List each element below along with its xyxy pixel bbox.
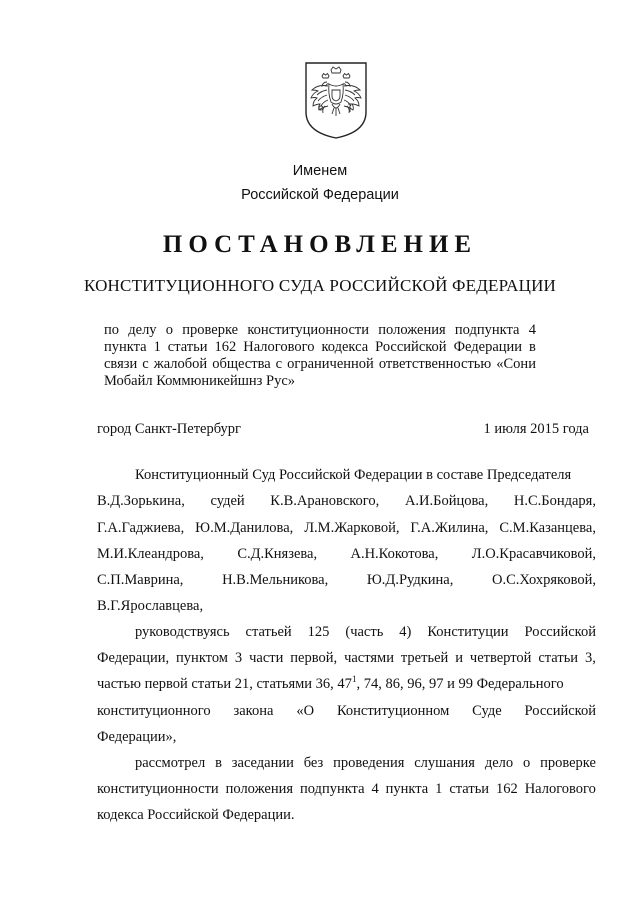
word: А.Н.Кокотова,: [350, 546, 439, 562]
word: четвертой: [469, 650, 532, 666]
word: М.И.Клеандрова,: [97, 546, 204, 562]
paragraph-line: [135, 755, 596, 772]
header-line-1: Именем: [292, 163, 348, 179]
word: Л.М.Жарковой,: [304, 520, 400, 536]
header-line-2: Российской Федерации: [241, 187, 399, 203]
text-fragment: , 74, 86, 96, 97 и 99 Федерального: [356, 676, 564, 692]
paragraph-line: [97, 520, 596, 537]
word: Н.В.Мельникова,: [222, 572, 329, 588]
word: Г.А.Жилина,: [410, 520, 489, 536]
word: Федерации: [453, 339, 523, 355]
word: о: [522, 755, 531, 771]
word: Российской: [524, 624, 596, 640]
paragraph-line: Федерации»,: [97, 729, 177, 745]
word: закона: [233, 703, 274, 719]
word: общества: [212, 356, 271, 372]
word: конституционного: [97, 703, 211, 719]
word: по: [104, 322, 120, 338]
word: статьи: [167, 339, 208, 355]
word: пункта: [385, 781, 429, 797]
word: 4: [371, 781, 379, 797]
word: Л.О.Красавчиковой,: [471, 546, 596, 562]
word: 162: [496, 781, 518, 797]
word: Российской: [524, 703, 596, 719]
word: Ю.М.Данилова,: [195, 520, 294, 536]
word: положения: [225, 781, 294, 797]
subject-line: [104, 322, 536, 339]
word: о: [165, 322, 174, 338]
word: ограниченной: [287, 356, 374, 372]
paragraph-line: [97, 703, 596, 720]
word: судей: [210, 493, 245, 509]
word: О.С.Хохряковой,: [492, 572, 596, 588]
word: с: [142, 356, 149, 372]
word: третьей: [400, 650, 449, 666]
word: рассмотрел: [135, 755, 206, 771]
word: конституционности: [247, 322, 370, 338]
word: статьей: [245, 624, 292, 640]
word: К.В.Арановского,: [270, 493, 380, 509]
word: 4): [399, 624, 412, 640]
paragraph-line: [97, 676, 564, 693]
place: город Санкт-Петербург: [97, 421, 242, 437]
word: пункта: [104, 339, 147, 355]
word: Российской: [375, 339, 447, 355]
paragraph-line: Конституционный Суд Российской Федерации в составе Председателя: [135, 467, 572, 483]
paragraph-line: [135, 624, 596, 641]
subject-line: Мобайл Коммюникейшнз Рус»: [104, 373, 295, 389]
subject-line: [104, 339, 536, 356]
word: 125: [307, 624, 330, 640]
paragraph-line: [97, 572, 596, 589]
word: «О: [296, 703, 315, 719]
word: с: [275, 356, 283, 372]
word: пунктом: [176, 650, 228, 666]
word: 162: [214, 339, 237, 355]
word: 1: [435, 781, 443, 797]
word: Налогового: [524, 781, 596, 797]
word: 1: [153, 339, 161, 355]
word: статьи: [449, 781, 490, 797]
word: руководствуясь: [135, 624, 230, 640]
paragraph-line: В.Г.Ярославцева,: [97, 598, 204, 614]
word: Суде: [472, 703, 502, 719]
coat-of-arms-icon: [303, 60, 369, 140]
word: заседании: [231, 755, 294, 771]
word: В.Д.Зорькина,: [97, 493, 185, 509]
paragraph-line: [97, 650, 596, 667]
word: А.И.Бойцова,: [404, 493, 489, 509]
word: в: [215, 755, 222, 771]
word: и: [455, 650, 463, 666]
paragraph-line: [97, 493, 596, 510]
subject-line: [104, 356, 536, 373]
word: связи: [104, 356, 138, 372]
word: дело: [484, 755, 514, 771]
word: Конституции: [427, 624, 509, 640]
word: жалобой: [153, 356, 208, 372]
word: проверке: [182, 322, 239, 338]
word: частями: [344, 650, 394, 666]
word: ответственностью: [378, 356, 492, 372]
document-title: ПОСТАНОВЛЕНИЕ: [162, 231, 478, 258]
word: статьи: [538, 650, 579, 666]
text-fragment: частью первой статьи 21, статьями 36, 47: [97, 676, 352, 692]
word: кодекса: [321, 339, 369, 355]
word: Ю.Д.Рудкина,: [366, 572, 454, 588]
word: (часть: [345, 624, 384, 640]
word: первой,: [290, 650, 338, 666]
word: слушания: [414, 755, 475, 771]
word: Г.А.Гаджиева,: [97, 520, 185, 536]
word: С.П.Маврина,: [97, 572, 184, 588]
word: Федерации,: [97, 650, 170, 666]
word: 3,: [585, 650, 596, 666]
word: 3: [234, 650, 243, 666]
paragraph-line: [97, 781, 596, 798]
word: части: [249, 650, 284, 666]
word: «Сони: [496, 356, 536, 372]
paragraph-line: кодекса Российской Федерации.: [97, 807, 295, 823]
word: С.М.Казанцева,: [499, 520, 596, 536]
paragraph-line: [97, 546, 596, 563]
date: 1 июля 2015 года: [483, 421, 589, 437]
word: подпункта: [454, 322, 520, 338]
word: Конституционном: [336, 703, 450, 719]
word: проверке: [540, 755, 596, 771]
word: в: [529, 339, 536, 355]
court-name: КОНСТИТУЦИОННОГО СУДА РОССИЙСКОЙ ФЕДЕРАЦИИ: [83, 276, 557, 295]
word: Налогового: [243, 339, 315, 355]
superscript: 1: [351, 674, 357, 684]
word: без: [303, 755, 324, 771]
word: 4: [528, 322, 536, 338]
word: проведения: [333, 755, 405, 771]
word: делу: [128, 322, 157, 338]
word: положения: [378, 322, 446, 338]
word: подпункта: [299, 781, 365, 797]
word: С.Д.Князева,: [237, 546, 318, 562]
word: Н.С.Бондаря,: [513, 493, 596, 509]
word: конституционности: [97, 781, 219, 797]
